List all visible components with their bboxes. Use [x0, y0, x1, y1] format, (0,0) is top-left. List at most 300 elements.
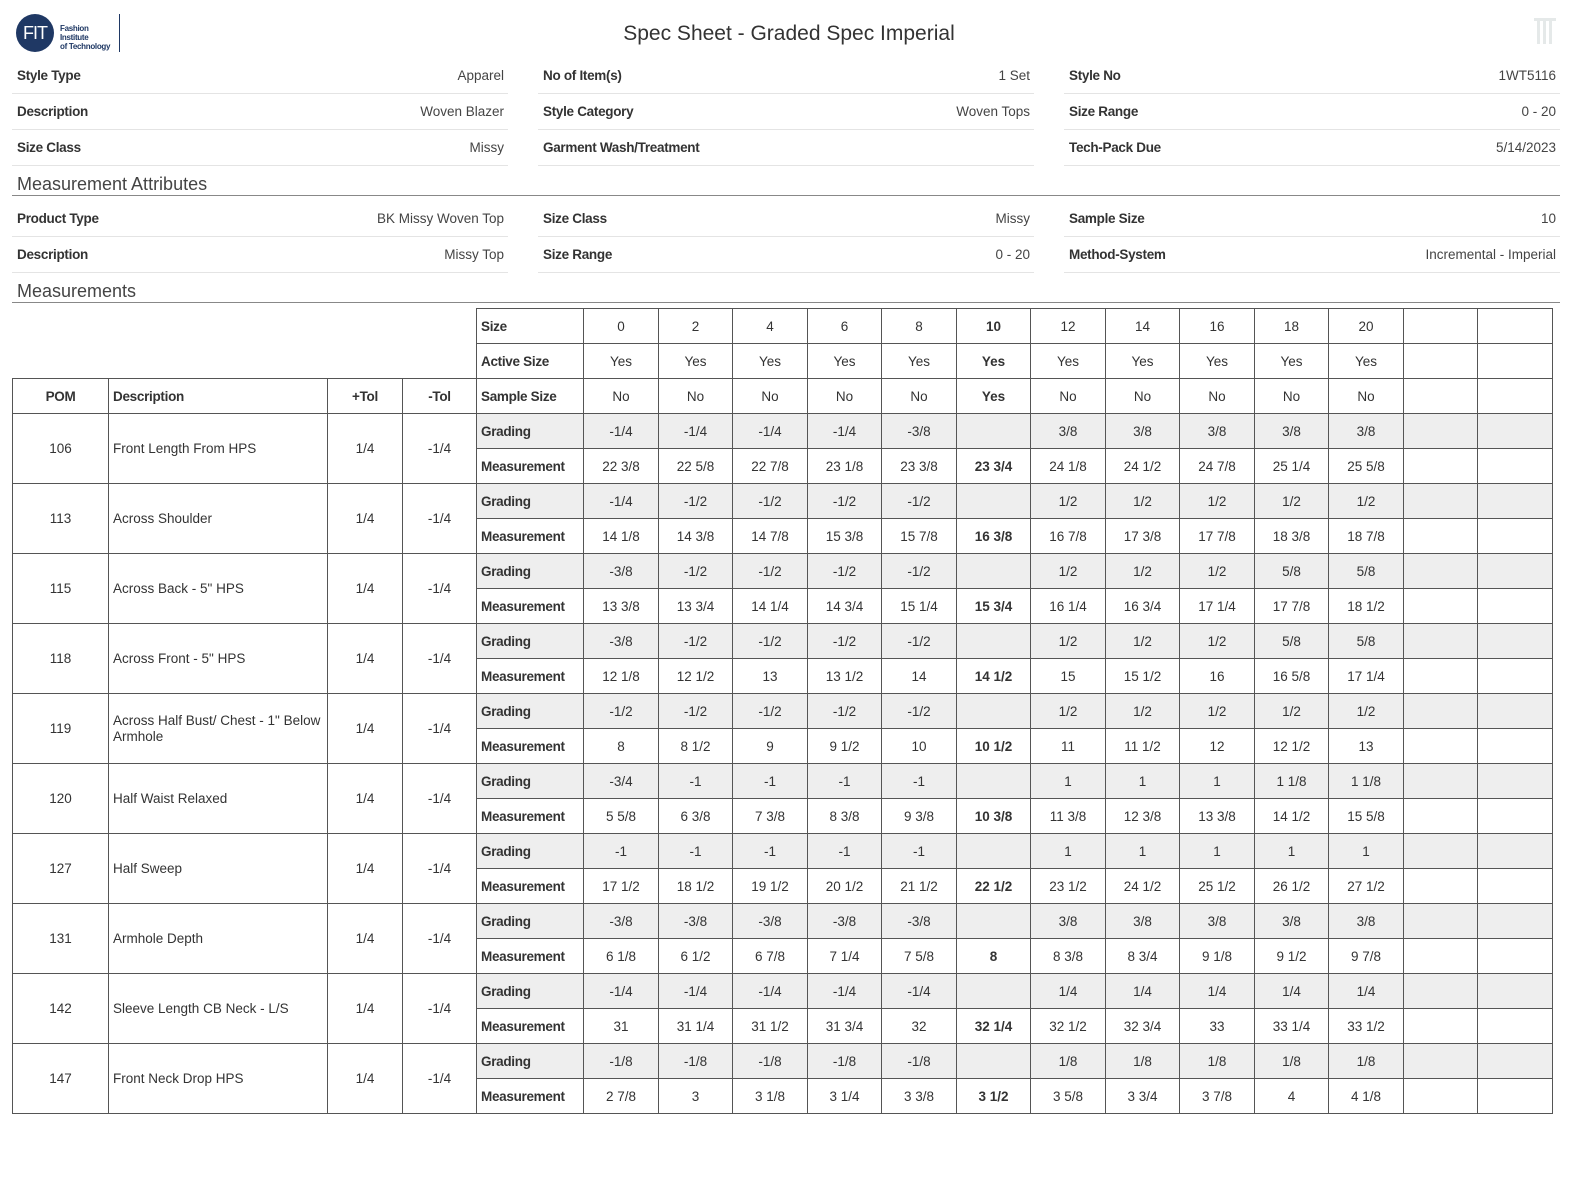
- logo-line-2: of Technology: [60, 42, 111, 51]
- measurement-cell: 25 1/2: [1180, 869, 1255, 904]
- empty-cell: [1404, 729, 1478, 764]
- grading-cell: 1/4: [1329, 974, 1404, 1009]
- size-row-cell: 20: [1329, 309, 1404, 344]
- active-size-row: [13, 344, 1553, 379]
- grading-cell: 1/2: [1031, 484, 1106, 519]
- measurement-label: Measurement: [477, 519, 584, 554]
- logo-line-1: Fashion Institute: [60, 24, 89, 42]
- measurement-cell: 7 1/4: [808, 939, 882, 974]
- grading-cell: 3/8: [1329, 414, 1404, 449]
- grading-cell: -1/8: [882, 1044, 957, 1079]
- measurement-cell: 22 3/8: [584, 449, 659, 484]
- measurement-cell: 9 7/8: [1329, 939, 1404, 974]
- empty-cell: [1478, 659, 1553, 694]
- grading-cell: 1/2: [1180, 554, 1255, 589]
- plus-tol-cell: 1/4: [328, 624, 403, 694]
- grading-cell: -3/4: [584, 764, 659, 799]
- measurement-cell: 13: [733, 659, 808, 694]
- info-label: Description: [17, 104, 88, 119]
- grading-cell: 1: [1106, 834, 1180, 869]
- measurement-cell: 3 3/4: [1106, 1079, 1180, 1114]
- plus-tol-cell: 1/4: [328, 1044, 403, 1114]
- measurement-cell: 17 3/8: [1106, 519, 1180, 554]
- grading-cell: -1/2: [733, 554, 808, 589]
- grading-row: [13, 414, 1553, 449]
- fit-logo-mark: FIT: [16, 14, 54, 52]
- empty-cell: [1404, 694, 1478, 729]
- size-row-cell: 16: [1180, 309, 1255, 344]
- empty-cell: [1478, 694, 1553, 729]
- grading-cell: 1/2: [1031, 624, 1106, 659]
- empty-cell: [1404, 344, 1478, 379]
- pom-cell: 119: [13, 694, 109, 764]
- info-label: Size Range: [1069, 104, 1139, 119]
- empty-cell: [1404, 799, 1478, 834]
- info-field: [12, 201, 508, 237]
- minus-tol-cell: -1/4: [403, 484, 477, 554]
- pom-header: POM: [13, 379, 109, 414]
- measurement-cell: 18 1/2: [1329, 589, 1404, 624]
- grading-cell: -1/4: [808, 414, 882, 449]
- grading-cell: -1/4: [584, 484, 659, 519]
- measurement-cell: 23 1/8: [808, 449, 882, 484]
- plus-tol-cell: 1/4: [328, 904, 403, 974]
- page-title: Spec Sheet - Graded Spec Imperial: [623, 22, 955, 45]
- info-row: [12, 94, 1560, 130]
- measurement-cell: 14 7/8: [733, 519, 808, 554]
- grading-cell: 1: [1180, 834, 1255, 869]
- measurement-cell: 16: [1180, 659, 1255, 694]
- measurement-cell: 14 1/2: [1255, 799, 1329, 834]
- measurement-cell: 18 3/8: [1255, 519, 1329, 554]
- active-size-row-cell: Yes: [957, 344, 1031, 379]
- grading-cell: -1/2: [584, 694, 659, 729]
- description-cell: Armhole Depth: [109, 904, 328, 974]
- grading-cell: -1/2: [808, 484, 882, 519]
- style-info: [12, 58, 1560, 166]
- plus-tol-cell: 1/4: [328, 694, 403, 764]
- grading-cell: 3/8: [1180, 414, 1255, 449]
- active-size-row-cell: Yes: [1255, 344, 1329, 379]
- grading-cell: -1/2: [808, 624, 882, 659]
- grading-cell: 5/8: [1329, 554, 1404, 589]
- measurement-cell: 24 7/8: [1180, 449, 1255, 484]
- empty-cell: [1404, 379, 1478, 414]
- empty-cell: [1478, 624, 1553, 659]
- sample-size-row-cell: No: [808, 379, 882, 414]
- measurement-label: Measurement: [477, 729, 584, 764]
- empty-cell: [1478, 414, 1553, 449]
- info-field: [538, 201, 1034, 237]
- grading-cell: 3/8: [1106, 904, 1180, 939]
- pom-cell: 106: [13, 414, 109, 484]
- grading-cell: -1/2: [659, 694, 733, 729]
- measurement-cell: 5 5/8: [584, 799, 659, 834]
- minus-tol-cell: -1/4: [403, 764, 477, 834]
- pom-cell: 118: [13, 624, 109, 694]
- info-label: Garment Wash/Treatment: [543, 140, 700, 155]
- empty-cell: [1478, 799, 1553, 834]
- measurement-cell: 23 1/2: [1031, 869, 1106, 904]
- plus-tol-cell: 1/4: [328, 764, 403, 834]
- measurement-cell: 10 3/8: [957, 799, 1031, 834]
- empty-cell: [1404, 1079, 1478, 1114]
- pom-cell: 127: [13, 834, 109, 904]
- measurement-cell: 25 5/8: [1329, 449, 1404, 484]
- measurement-cell: 14 1/4: [733, 589, 808, 624]
- measurement-cell: 32 1/2: [1031, 1009, 1106, 1044]
- grading-cell: -1/2: [882, 624, 957, 659]
- minus-tol-cell: -1/4: [403, 974, 477, 1044]
- grading-cell: 1: [1255, 834, 1329, 869]
- info-field: [1064, 94, 1560, 130]
- empty-cell: [1478, 519, 1553, 554]
- plus-tol-cell: 1/4: [328, 974, 403, 1044]
- info-value: Missy: [995, 211, 1030, 226]
- empty-cell: [1404, 659, 1478, 694]
- active-size-row-cell: Yes: [733, 344, 808, 379]
- empty-cell: [1478, 869, 1553, 904]
- measurement-cell: 6 3/8: [659, 799, 733, 834]
- measurement-cell: 8: [584, 729, 659, 764]
- grading-cell: 3/8: [1255, 904, 1329, 939]
- grading-cell: 1/8: [1180, 1044, 1255, 1079]
- empty-cell: [1478, 554, 1553, 589]
- description-cell: Across Front - 5" HPS: [109, 624, 328, 694]
- empty-cell: [1404, 624, 1478, 659]
- grading-cell: 3/8: [1255, 414, 1329, 449]
- empty-cell: [1478, 904, 1553, 939]
- measurement-cell: 16 3/8: [957, 519, 1031, 554]
- info-value: 0 - 20: [995, 247, 1030, 262]
- grading-cell: -1/2: [808, 694, 882, 729]
- grading-cell: 3/8: [1106, 414, 1180, 449]
- grading-cell: 5/8: [1329, 624, 1404, 659]
- description-cell: Sleeve Length CB Neck - L/S: [109, 974, 328, 1044]
- grading-cell: -1/2: [659, 624, 733, 659]
- empty-cell: [1404, 974, 1478, 1009]
- info-field: [538, 130, 1034, 166]
- measurement-cell: 15 1/2: [1106, 659, 1180, 694]
- measurement-cell: 8 3/4: [1106, 939, 1180, 974]
- info-value: Missy Top: [444, 247, 504, 262]
- measurement-cell: 31: [584, 1009, 659, 1044]
- measurement-cell: 15 5/8: [1329, 799, 1404, 834]
- measurement-cell: 16 1/4: [1031, 589, 1106, 624]
- info-label: Style Category: [543, 104, 634, 119]
- grading-cell: 1/2: [1255, 694, 1329, 729]
- grading-cell: 1: [1031, 834, 1106, 869]
- minus-tol-cell: -1/4: [403, 834, 477, 904]
- measurement-cell: 3 1/4: [808, 1079, 882, 1114]
- measurement-cell: 17 1/4: [1329, 659, 1404, 694]
- info-label: Method-System: [1069, 247, 1166, 262]
- measurement-cell: 11: [1031, 729, 1106, 764]
- minus-tol-cell: -1/4: [403, 1044, 477, 1114]
- sample-size-row-cell: No: [1180, 379, 1255, 414]
- measurement-cell: 12 1/2: [659, 659, 733, 694]
- pom-cell: 115: [13, 554, 109, 624]
- measurement-cell: 13: [1329, 729, 1404, 764]
- measurement-cell: 8 3/8: [1031, 939, 1106, 974]
- grading-cell: -1/4: [659, 414, 733, 449]
- measurement-cell: 15 3/8: [808, 519, 882, 554]
- info-field: [538, 237, 1034, 273]
- plus-tol-cell: 1/4: [328, 554, 403, 624]
- active-size-row-label: Active Size: [477, 344, 584, 379]
- measurement-cell: 13 3/8: [1180, 799, 1255, 834]
- grading-cell: -1/2: [882, 694, 957, 729]
- grading-row: [13, 764, 1553, 799]
- measurement-cell: 15: [1031, 659, 1106, 694]
- grading-cell: 1/8: [1031, 1044, 1106, 1079]
- info-value: 0 - 20: [1521, 104, 1556, 119]
- size-row-cell: 14: [1106, 309, 1180, 344]
- description-cell: Half Sweep: [109, 834, 328, 904]
- grading-row: [13, 484, 1553, 519]
- empty-cell: [1404, 904, 1478, 939]
- measurement-cell: 18 1/2: [659, 869, 733, 904]
- measurement-cell: 2 7/8: [584, 1079, 659, 1114]
- info-field: [538, 58, 1034, 94]
- measurement-cell: 16 5/8: [1255, 659, 1329, 694]
- size-row-cell: 2: [659, 309, 733, 344]
- grading-cell: -3/8: [808, 904, 882, 939]
- info-value: Missy: [469, 140, 504, 155]
- info-label: Sample Size: [1069, 211, 1145, 226]
- grading-row: [13, 904, 1553, 939]
- grading-cell: 1/8: [1255, 1044, 1329, 1079]
- info-field: [12, 58, 508, 94]
- measurement-cell: 7 5/8: [882, 939, 957, 974]
- measurement-cell: 25 1/4: [1255, 449, 1329, 484]
- measurement-cell: 12 3/8: [1106, 799, 1180, 834]
- measurement-cell: 31 1/2: [733, 1009, 808, 1044]
- info-field: [1064, 58, 1560, 94]
- info-value: Apparel: [457, 68, 504, 83]
- grading-label: Grading: [477, 764, 584, 799]
- grading-label: Grading: [477, 694, 584, 729]
- plus-tol-cell: 1/4: [328, 484, 403, 554]
- grading-label: Grading: [477, 974, 584, 1009]
- measurement-cell: 16 7/8: [1031, 519, 1106, 554]
- pom-cell: 131: [13, 904, 109, 974]
- measurement-cell: 12: [1180, 729, 1255, 764]
- measurement-cell: 22 7/8: [733, 449, 808, 484]
- measurement-cell: 6 7/8: [733, 939, 808, 974]
- minus-tol-cell: -1/4: [403, 694, 477, 764]
- grading-row: [13, 974, 1553, 1009]
- measurement-attributes: [12, 201, 1560, 273]
- sample-size-row-cell: No: [1031, 379, 1106, 414]
- active-size-row-cell: Yes: [882, 344, 957, 379]
- measurement-cell: 11 1/2: [1106, 729, 1180, 764]
- info-label: Tech-Pack Due: [1069, 140, 1161, 155]
- grading-cell: -1/2: [882, 484, 957, 519]
- grading-cell: 1/2: [1031, 554, 1106, 589]
- grading-cell: 1/2: [1106, 554, 1180, 589]
- grading-cell: -3/8: [882, 904, 957, 939]
- sample-size-row-cell: Yes: [957, 379, 1031, 414]
- sample-size-row-cell: No: [882, 379, 957, 414]
- grading-cell: 3/8: [1180, 904, 1255, 939]
- grading-row: [13, 694, 1553, 729]
- grading-cell: 1/4: [1255, 974, 1329, 1009]
- grading-cell: 3/8: [1031, 904, 1106, 939]
- info-value: Woven Blazer: [420, 104, 504, 119]
- grading-row: [13, 834, 1553, 869]
- size-row-cell: 10: [957, 309, 1031, 344]
- measurement-cell: 9 1/2: [808, 729, 882, 764]
- empty-cell: [1478, 589, 1553, 624]
- grading-cell: [957, 834, 1031, 869]
- measurement-cell: 11 3/8: [1031, 799, 1106, 834]
- measurement-cell: 17 1/2: [584, 869, 659, 904]
- measurement-cell: 4: [1255, 1079, 1329, 1114]
- measurement-cell: 32 3/4: [1106, 1009, 1180, 1044]
- grading-cell: 1/4: [1031, 974, 1106, 1009]
- minus-tol-cell: -1/4: [403, 554, 477, 624]
- measurement-cell: 13 3/4: [659, 589, 733, 624]
- empty-cell: [1404, 1009, 1478, 1044]
- active-size-row-cell: Yes: [1031, 344, 1106, 379]
- measurement-cell: 15 1/4: [882, 589, 957, 624]
- measurement-cell: 14: [882, 659, 957, 694]
- grading-label: Grading: [477, 414, 584, 449]
- sample-size-row-label: Sample Size: [477, 379, 584, 414]
- measurement-cell: 3 1/8: [733, 1079, 808, 1114]
- empty-cell: [1478, 1009, 1553, 1044]
- empty-cell: [1478, 834, 1553, 869]
- grading-cell: 1/8: [1329, 1044, 1404, 1079]
- info-field: [1064, 130, 1560, 166]
- measurement-cell: 17 1/4: [1180, 589, 1255, 624]
- measurement-cell: 22 1/2: [957, 869, 1031, 904]
- grading-cell: -1/2: [659, 484, 733, 519]
- info-value: Incremental - Imperial: [1425, 247, 1556, 262]
- measurement-attributes-heading: Measurement Attributes: [12, 174, 1560, 196]
- measurement-cell: 9 1/2: [1255, 939, 1329, 974]
- info-label: Size Range: [543, 247, 613, 262]
- grading-cell: 1/2: [1180, 484, 1255, 519]
- grading-cell: 1: [1106, 764, 1180, 799]
- grading-cell: -1/2: [733, 484, 808, 519]
- empty-cell: [1404, 554, 1478, 589]
- measurement-cell: 32: [882, 1009, 957, 1044]
- measurements-table: [12, 308, 1553, 1114]
- measurement-cell: 21 1/2: [882, 869, 957, 904]
- info-field: [12, 94, 508, 130]
- grading-cell: 3/8: [1031, 414, 1106, 449]
- measurement-cell: 33: [1180, 1009, 1255, 1044]
- measurement-cell: 3 3/8: [882, 1079, 957, 1114]
- size-row-cell: 4: [733, 309, 808, 344]
- blank-cell: [13, 309, 477, 344]
- measurement-cell: 26 1/2: [1255, 869, 1329, 904]
- grading-cell: 1/2: [1255, 484, 1329, 519]
- empty-cell: [1478, 309, 1553, 344]
- grading-cell: -1: [733, 764, 808, 799]
- grading-cell: 5/8: [1255, 554, 1329, 589]
- measurement-label: Measurement: [477, 869, 584, 904]
- measurement-cell: 31 1/4: [659, 1009, 733, 1044]
- measurements-grid: [12, 308, 1553, 1114]
- measurement-cell: 7 3/8: [733, 799, 808, 834]
- sample-size-row-cell: No: [1106, 379, 1180, 414]
- grading-cell: 1/8: [1106, 1044, 1180, 1079]
- measurement-cell: 12 1/8: [584, 659, 659, 694]
- grading-cell: 1/4: [1180, 974, 1255, 1009]
- grading-cell: -1/2: [882, 554, 957, 589]
- measurement-label: Measurement: [477, 1079, 584, 1114]
- building-icon: [1534, 18, 1556, 44]
- measurement-label: Measurement: [477, 449, 584, 484]
- grading-cell: -3/8: [584, 904, 659, 939]
- empty-cell: [1478, 974, 1553, 1009]
- empty-cell: [1478, 729, 1553, 764]
- measurement-cell: 6 1/8: [584, 939, 659, 974]
- measurement-cell: 4 1/8: [1329, 1079, 1404, 1114]
- plus-tol-header: +Tol: [328, 379, 403, 414]
- measurement-label: Measurement: [477, 659, 584, 694]
- measurement-label: Measurement: [477, 1009, 584, 1044]
- grading-cell: 1/2: [1180, 694, 1255, 729]
- grading-cell: -1/8: [659, 1044, 733, 1079]
- measurement-cell: 24 1/2: [1106, 449, 1180, 484]
- description-cell: Front Length From HPS: [109, 414, 328, 484]
- empty-cell: [1478, 1044, 1553, 1079]
- description-header: Description: [109, 379, 328, 414]
- measurement-cell: 18 7/8: [1329, 519, 1404, 554]
- info-row: [12, 58, 1560, 94]
- grading-cell: 1/2: [1106, 624, 1180, 659]
- size-row-label: Size: [477, 309, 584, 344]
- grading-cell: 5/8: [1255, 624, 1329, 659]
- grading-cell: 1 1/8: [1329, 764, 1404, 799]
- empty-cell: [1404, 764, 1478, 799]
- grading-cell: 1/4: [1106, 974, 1180, 1009]
- grading-cell: -1/8: [733, 1044, 808, 1079]
- grading-cell: -1/4: [659, 974, 733, 1009]
- info-field: [538, 94, 1034, 130]
- measurement-cell: 16 3/4: [1106, 589, 1180, 624]
- grading-cell: -3/8: [882, 414, 957, 449]
- grading-cell: [957, 694, 1031, 729]
- empty-cell: [1404, 834, 1478, 869]
- grading-cell: -1: [882, 764, 957, 799]
- grading-cell: -3/8: [584, 554, 659, 589]
- grading-cell: -1/4: [733, 414, 808, 449]
- info-field: [1064, 201, 1560, 237]
- active-size-row-cell: Yes: [1329, 344, 1404, 379]
- description-cell: Half Waist Relaxed: [109, 764, 328, 834]
- info-label: Size Class: [543, 211, 607, 226]
- grading-cell: -1/2: [733, 624, 808, 659]
- grading-cell: [957, 904, 1031, 939]
- active-size-row-cell: Yes: [808, 344, 882, 379]
- size-row-cell: 12: [1031, 309, 1106, 344]
- size-row-cell: 6: [808, 309, 882, 344]
- measurement-cell: 14 1/8: [584, 519, 659, 554]
- measurement-cell: 24 1/8: [1031, 449, 1106, 484]
- empty-cell: [1404, 309, 1478, 344]
- measurement-cell: 9 3/8: [882, 799, 957, 834]
- measurement-cell: 3 7/8: [1180, 1079, 1255, 1114]
- info-label: Description: [17, 247, 88, 262]
- sample-size-row-cell: No: [1329, 379, 1404, 414]
- description-cell: Across Shoulder: [109, 484, 328, 554]
- measurement-cell: 3 5/8: [1031, 1079, 1106, 1114]
